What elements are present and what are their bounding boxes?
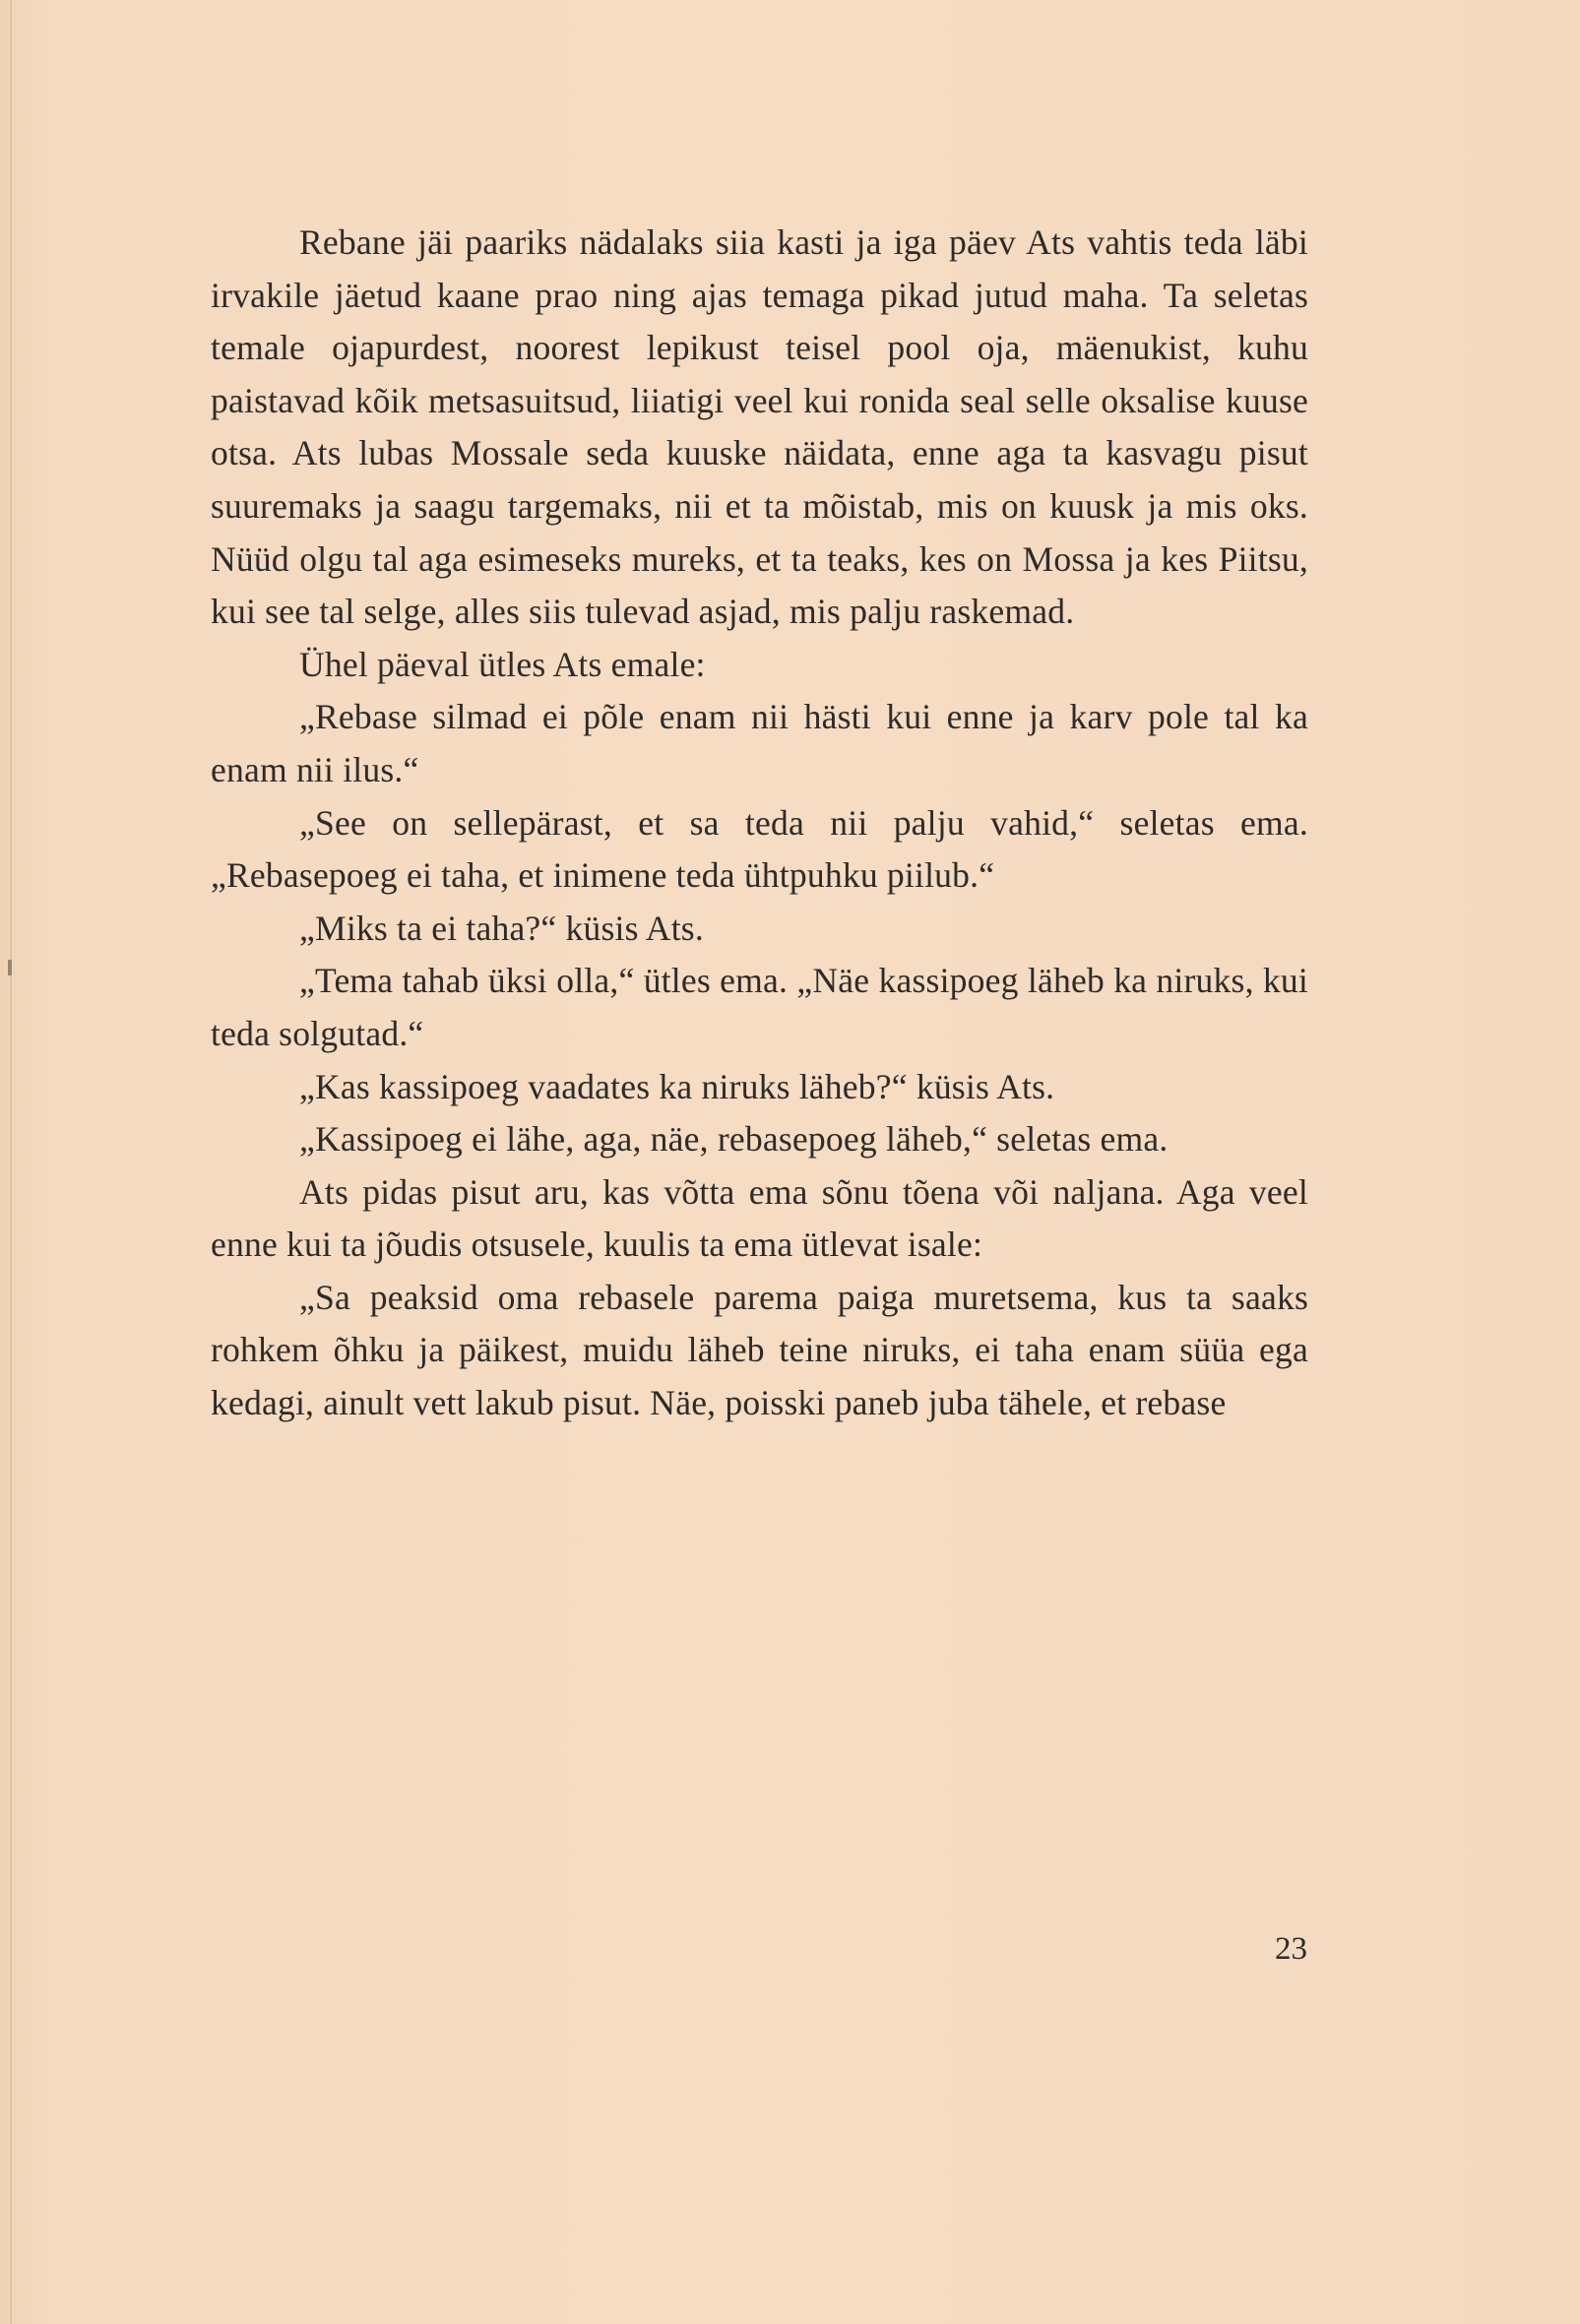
paragraph: „Kas kassipoeg vaadates ka niruks läheb?“ küsis Ats. [299,1066,1055,1106]
paragraph: „Kassipoeg ei lähe, aga, näe, rebasepoeg läheb,“ seletas ema. [299,1119,1169,1160]
paragraph: Ats pidas pisut aru, kas võtta ema sõnu tõena või naljana. Aga veel enne kui ta jõudis otsusele, kuulis ta ema ütlevat isale: [211,1171,1308,1265]
paragraph: „Tema tahab üksi olla,“ ütles ema. „Näe kassipoeg läheb ka niruks, kui teda solgutad.“ [211,961,1308,1053]
page-number: 23 [1275,1931,1307,1967]
paragraph: „Sa peaksid oma rebasele parema paiga muretsema, kus ta saaks rohkem õhku ja päikest, muidu läheb teine niruks, ei taha enam süüa ega kedagi, ainult vett lakub pisut. Näe, poisski paneb juba tähele, et rebase [211,1277,1308,1423]
paragraph: „Miks ta ei taha?“ küsis Ats. [299,908,704,948]
paragraph: „Rebase silmad ei põle enam nii hästi kui enne ja karv pole tal ka enam nii ilus.“ [211,697,1308,789]
paragraph: Ühel päeval ütles Ats emale: [299,644,706,684]
paragraph: „See on sellepärast, et sa teda nii palju vahid,“ seletas ema. „Rebasepoeg ei taha, et inimene teda ühtpuhku piilub.“ [211,802,1308,896]
page-binding-edge [10,0,12,2324]
edge-mark [8,960,12,975]
body-text [211,217,1308,1430]
paragraph: Rebane jäi paariks nädalaks siia kasti ja iga päev Ats vahtis teda läbi irvakile jäetud kaane prao ning ajas temaga pikad jutud maha. Ta seletas temale ojapurdest, noorest lepikust teisel pool oja, mäenukist, kuhu paistavad kõik metsasuitsud, liiatigi veel kui ronida seal selle oksalise kuuse otsa. Ats lubas Mossale seda kuuske näidata, enne aga ta kasvagu pisut suuremaks ja saagu targemaks, nii et ta mõistab, mis on kuusk ja mis oks. Nüüd olgu tal aga esimeseks mureks, et ta teaks, kes on Mossa ja kes Piitsu, kui see tal selge, alles siis tulevad asjad, mis palju raskemad. [211,222,1308,632]
